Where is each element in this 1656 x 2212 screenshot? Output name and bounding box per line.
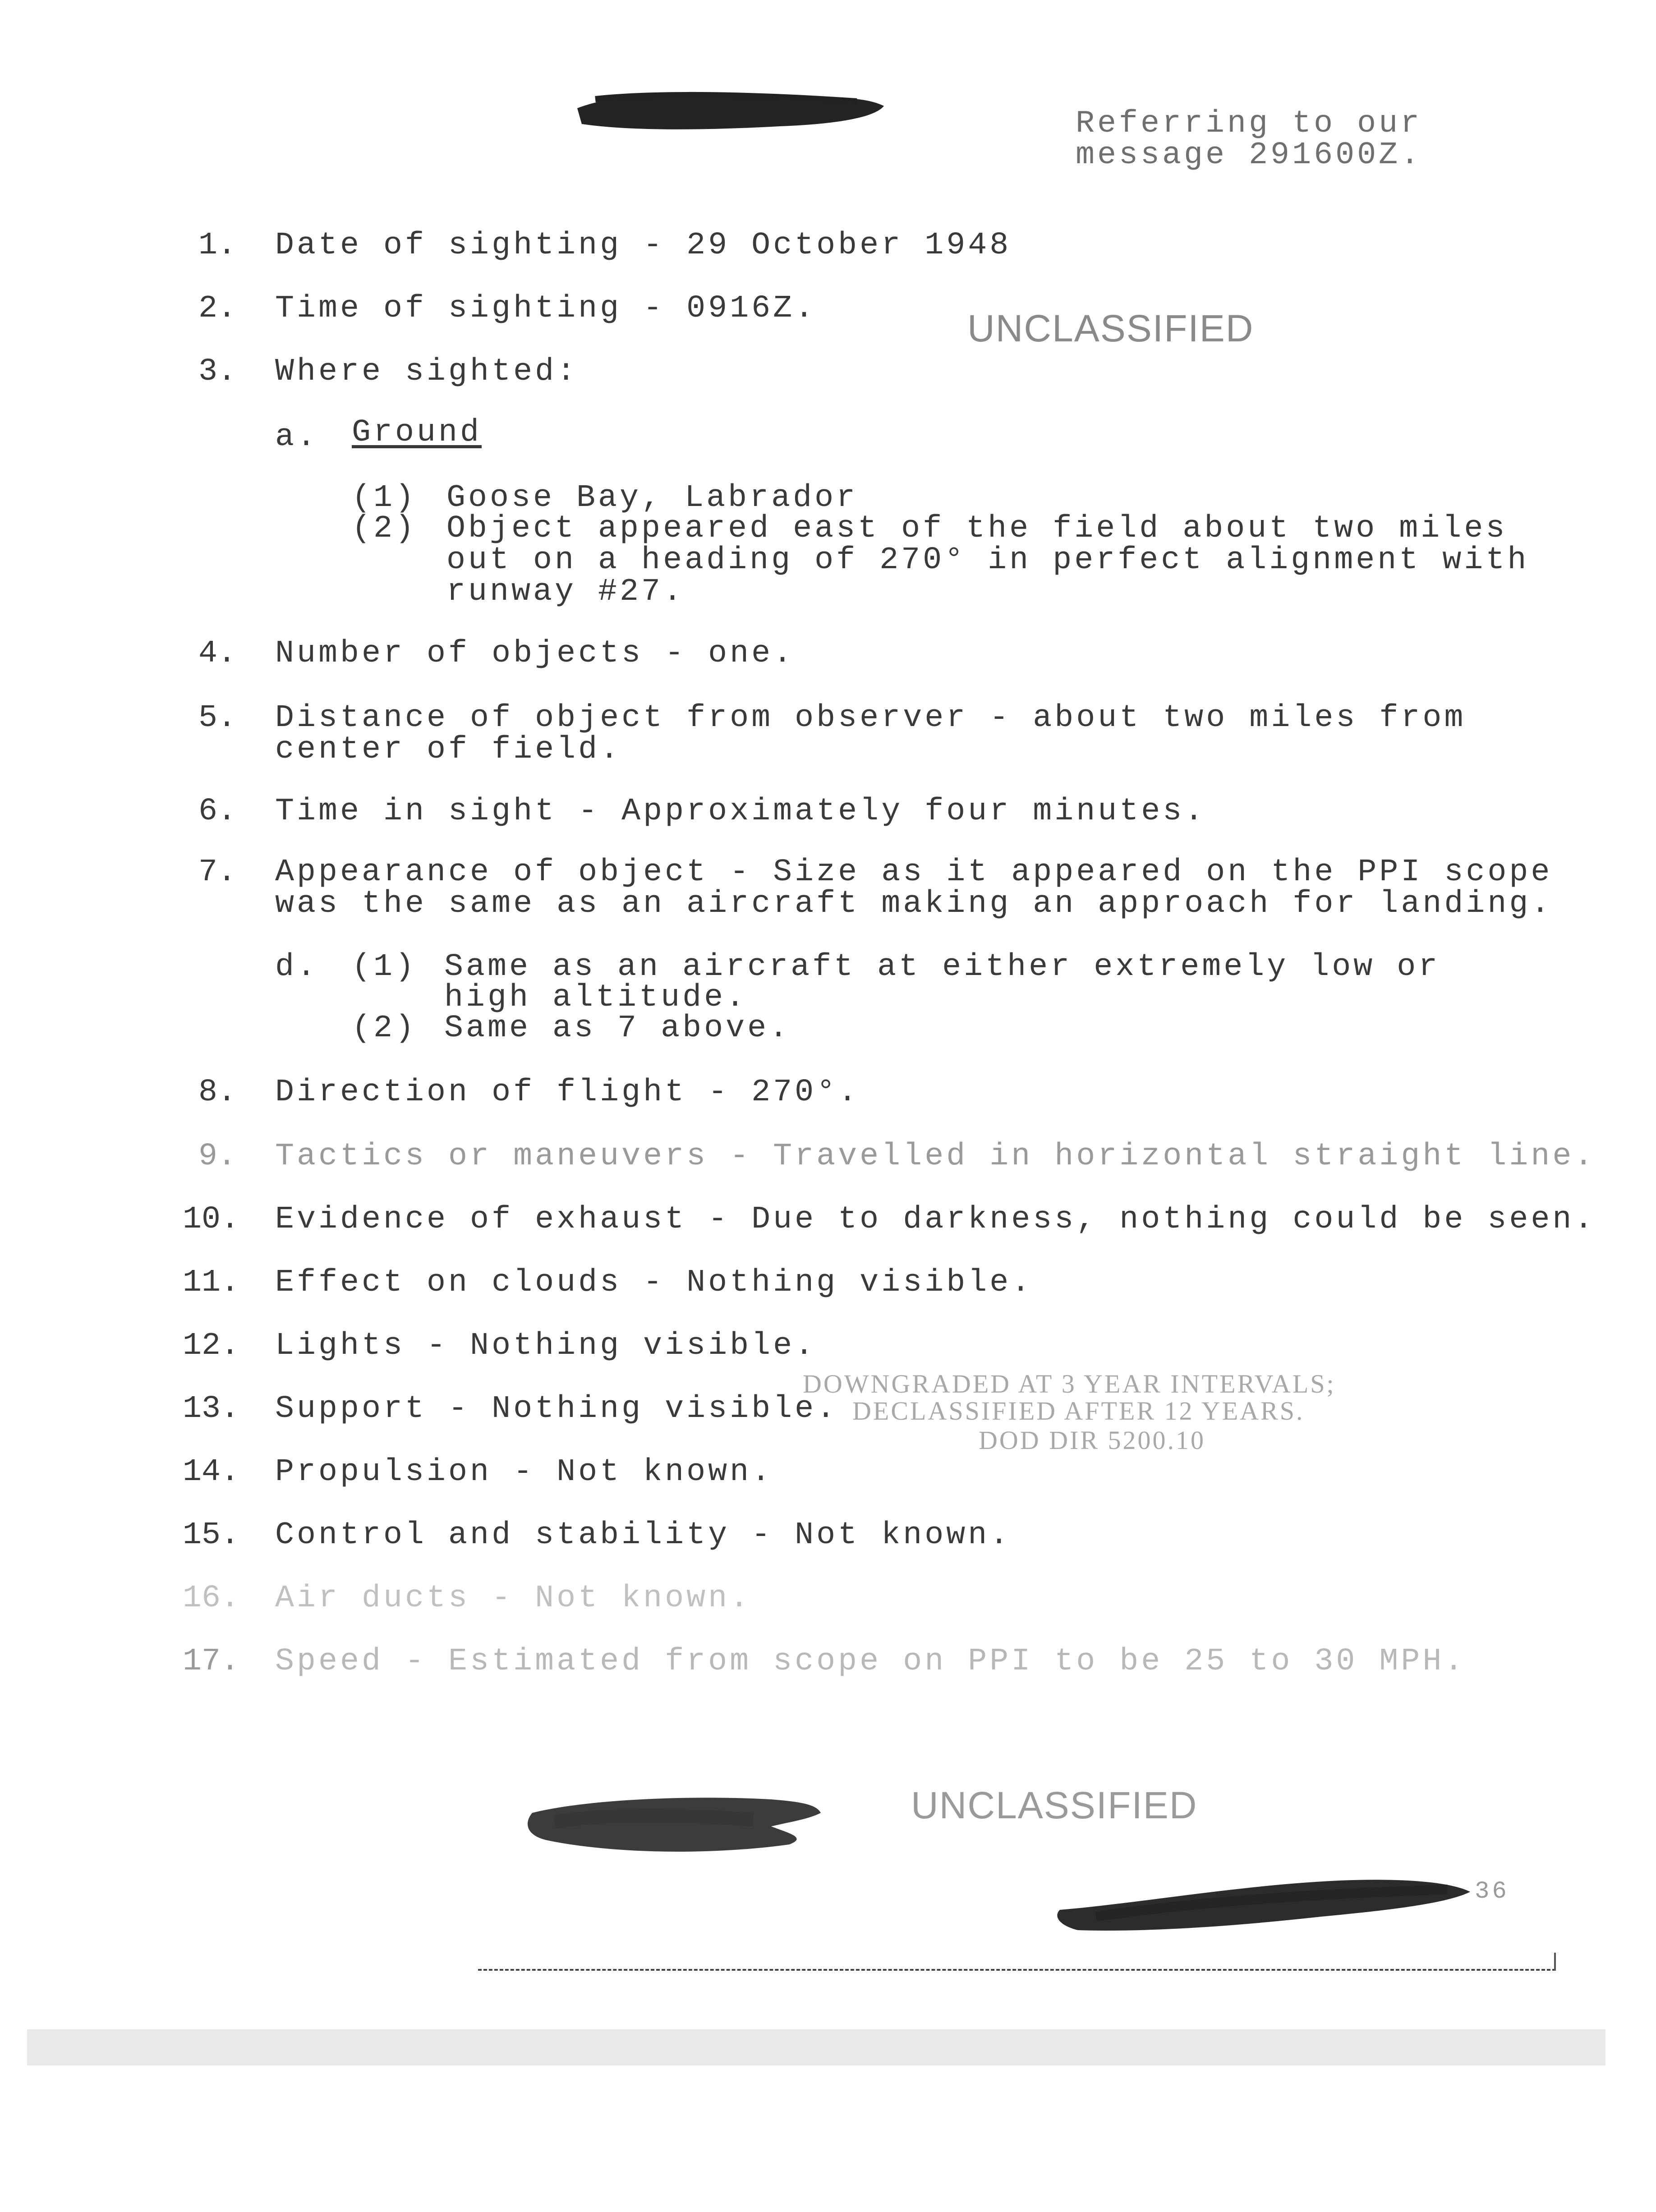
item-number: 1.: [198, 228, 237, 263]
item-number: 11.: [183, 1265, 240, 1301]
reference-line-1: Referring to our: [1076, 106, 1422, 142]
subitem-text: out on a heading of 270° in perfect alignment with: [446, 543, 1529, 578]
item-number: 4.: [198, 636, 237, 671]
item-text: Air ducts - Not known.: [275, 1581, 752, 1616]
item-text: Number of objects - one.: [275, 636, 795, 671]
scan-edge-strip: [27, 2029, 1605, 2065]
item-text: Distance of object from observer - about two miles from: [275, 700, 1466, 736]
item-text: Support - Nothing visible.: [275, 1391, 838, 1427]
item-text: Appearance of object - Size as it appeared on the PPI scope: [275, 855, 1553, 890]
item-number: 7.: [198, 855, 237, 890]
downgrade-stamp-line-3: DOD DIR 5200.10: [979, 1426, 1206, 1455]
subitem-text: Same as an aircraft at either extremely low or: [444, 949, 1440, 985]
subitem-title: Ground: [352, 415, 482, 451]
subitem-label: a.: [275, 419, 319, 455]
reference-line-2: message 291600Z.: [1076, 138, 1422, 173]
page-number: 36: [1475, 1878, 1509, 1905]
item-number: 16.: [183, 1581, 240, 1616]
item-number: 10.: [183, 1202, 240, 1237]
subitem-text: Object appeared east of the field about two miles: [446, 511, 1508, 547]
redaction-bar-top: [568, 81, 893, 140]
subitem-number: (1): [352, 480, 417, 516]
item-text: Time of sighting - 0916Z.: [275, 291, 817, 327]
item-number: 14.: [183, 1454, 240, 1490]
item-text: was the same as an aircraft making an approach for landing.: [275, 886, 1553, 922]
item-text: Speed - Estimated from scope on PPI to be 25 to 30 MPH.: [275, 1644, 1466, 1679]
item-number: 17.: [183, 1644, 240, 1679]
footer-rule: [478, 1969, 1556, 1971]
item-number: 6.: [198, 794, 237, 829]
redaction-bar-bottom: [519, 1781, 825, 1862]
unclassified-stamp-top: UNCLASSIFIED: [967, 307, 1254, 350]
item-number: 3.: [198, 354, 237, 390]
subitem-text: Goose Bay, Labrador: [446, 480, 858, 516]
footer-rule-end: [1554, 1953, 1556, 1971]
subitem-text: high altitude.: [444, 980, 748, 1016]
subitem-text: Same as 7 above.: [444, 1011, 791, 1046]
item-text: Direction of flight - 270°.: [275, 1075, 860, 1110]
subitem-text: runway #27.: [446, 574, 685, 610]
item-text: Control and stability - Not known.: [275, 1518, 1012, 1553]
downgrade-stamp-line-1: DOWNGRADED AT 3 YEAR INTERVALS;: [803, 1369, 1336, 1398]
subitem-number: (1): [352, 949, 417, 985]
item-number: 15.: [183, 1518, 240, 1553]
item-number: 9.: [198, 1139, 237, 1174]
item-text: Propulsion - Not known.: [275, 1454, 773, 1490]
item-text: center of field.: [275, 732, 622, 768]
unclassified-stamp-bottom: UNCLASSIFIED: [911, 1784, 1198, 1826]
redaction-bar-bottom-right: [1051, 1867, 1484, 1944]
downgrade-stamp-line-2: DECLASSIFIED AFTER 12 YEARS.: [852, 1396, 1305, 1426]
item-number: 8.: [198, 1075, 237, 1110]
item-number: 12.: [183, 1328, 240, 1364]
item-text: Time in sight - Approximately four minutes.: [275, 794, 1206, 829]
item-text: Date of sighting - 29 October 1948: [275, 228, 1012, 263]
subitem-number: (2): [352, 1011, 417, 1046]
item-text: Tactics or maneuvers - Travelled in horizontal straight line.: [275, 1139, 1596, 1174]
item-number: 13.: [183, 1391, 240, 1427]
item-number: 2.: [198, 291, 237, 327]
item-text: Effect on clouds - Nothing visible.: [275, 1265, 1033, 1301]
item-number: 5.: [198, 700, 237, 736]
item-text: Where sighted:: [275, 354, 579, 390]
subitem-label: d.: [275, 949, 319, 985]
item-text: Lights - Nothing visible.: [275, 1328, 817, 1364]
item-text: Evidence of exhaust - Due to darkness, nothing could be seen.: [275, 1202, 1596, 1237]
subitem-number: (2): [352, 511, 417, 547]
